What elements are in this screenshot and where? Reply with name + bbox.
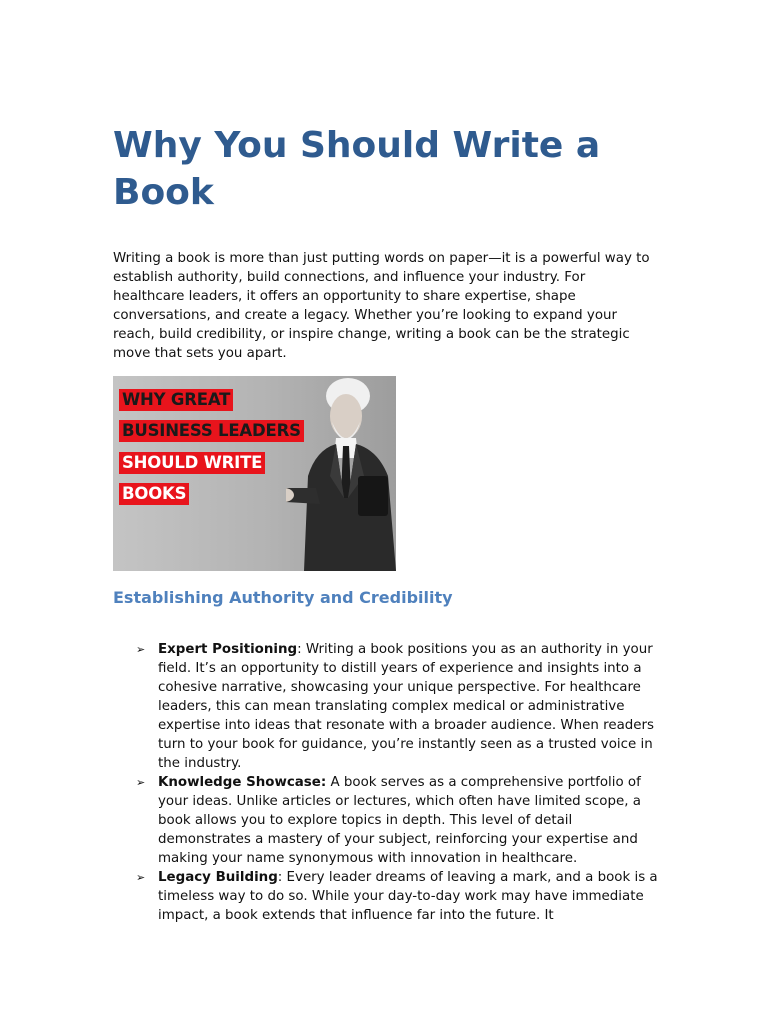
- image-caption-line-3: SHOULD WRITE: [119, 452, 265, 474]
- image-caption-line-2: BUSINESS LEADERS: [119, 420, 304, 442]
- arrow-bullet-icon: ➢: [136, 871, 146, 884]
- list-item: [113, 773, 658, 868]
- bullet-list: [113, 640, 658, 925]
- image-caption-line-1: WHY GREAT: [119, 389, 233, 411]
- list-item-term: Expert Positioning: [158, 642, 298, 657]
- list-item: [113, 868, 658, 925]
- list-item-text: Writing a book positions you as an authority in your field. It’s an opportunity to distill years of experience and insights into a cohesive narrative, showcasing your unique perspective. For healthcare leaders, this can mean translating complex medical or administrative expertise into ideas that resonate with a broader audience. When readers turn to your book for guidance, you’re instantly seen as a trusted voice in the industry.: [158, 642, 654, 771]
- intro-paragraph: Writing a book is more than just putting words on paper—it is a powerful way to establish authority, build connections, and influence your industry. For healthcare leaders, it offers an opportunity to share expertise, shape conversations, and create a legacy. Whether you’re looking to expand your reach, build credibility, or inspire change, writing a book can be the strategic move that sets you apart.: [113, 251, 650, 361]
- list-item-term: Legacy Building: [158, 870, 278, 885]
- list-item-term: Knowledge Showcase:: [158, 775, 327, 790]
- businessman-portrait: [286, 376, 396, 571]
- list-item-separator: :: [297, 642, 302, 657]
- document-page: [113, 122, 658, 925]
- page-title: Why You Should Write a Book: [113, 125, 601, 213]
- image-caption-line-4: BOOKS: [119, 483, 189, 505]
- list-item-text: Every leader dreams of leaving a mark, and a book is a timeless way to do so. While your day-to-day work may have immediate impact, a book extends that influence far into the future. It: [158, 870, 658, 923]
- section-heading: Establishing Authority and Credibility: [113, 588, 453, 607]
- arrow-bullet-icon: ➢: [136, 643, 146, 656]
- list-item-text: A book serves as a comprehensive portfolio of your ideas. Unlike articles or lectures, which often have limited scope, a book allows you to explore topics in depth. This level of detail demonstrates a mastery of your subject, reinforcing your expertise and making your name synonymous with innovation in healthcare.: [158, 775, 641, 866]
- article-image: [113, 376, 396, 571]
- arrow-bullet-icon: ➢: [136, 776, 146, 789]
- list-item: [113, 640, 658, 773]
- list-item-separator: :: [277, 870, 283, 885]
